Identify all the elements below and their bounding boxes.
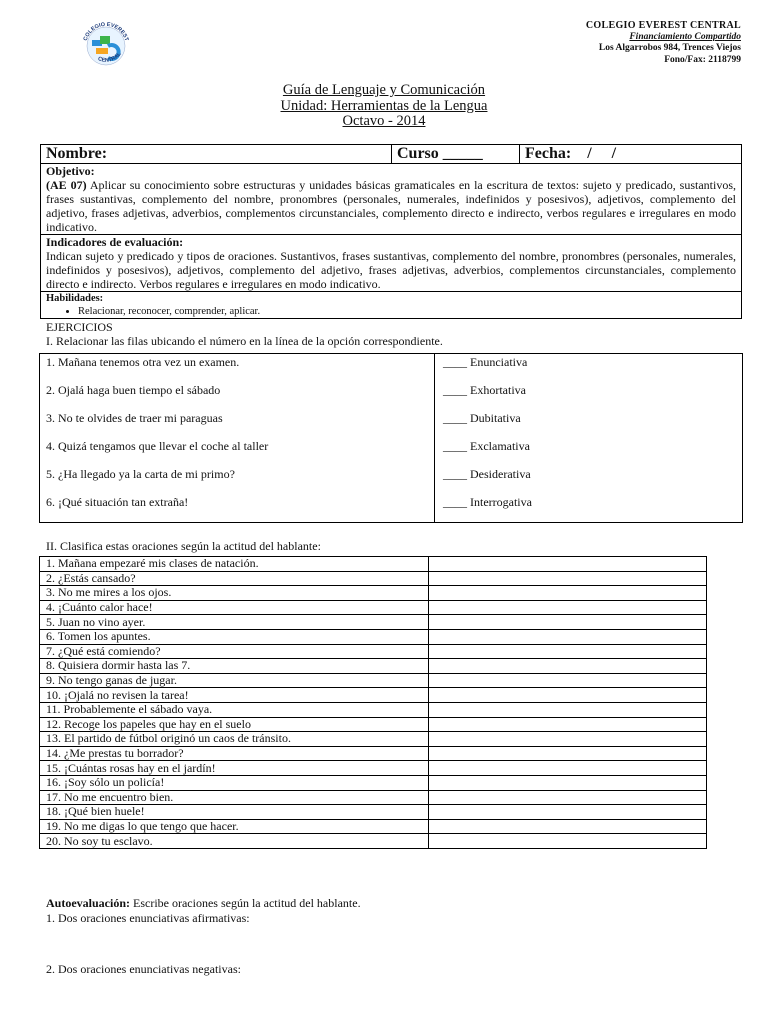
indicators-text: Indican sujeto y predicado y tipos de oraciones. Sustantivos, frases sustantivas, complemento del nombre, pronombres (personales, numerales, indefinidos y posesivos), adjetivos, complemento del adjetivo, frases adjetivas, adverbios, complementos circunstanciales, complemento directo e indirecto. Verbos regulares e irregulares en modo indicativo.: [46, 249, 736, 291]
skills-item: • Relacionar, reconocer, comprender, aplicar.: [78, 305, 736, 318]
exercises-title: EJERCICIOS: [46, 320, 113, 334]
table-row: [40, 717, 707, 732]
objective-cell: [41, 164, 742, 235]
objective-text: Aplicar su conocimiento sobre estructuras y unidades básicas gramaticales en la escritura de textos: sujeto y predicado, sustantivos, frases sustantivas, complemento del nombre, pronombres (personales, numerales, indefinidos y posesivos), adjetivos, complemento del adjetivo, frases adjetivas, adverbios, complementos circunstanciales, complemento directo e indirecto, verbos regulares e irregulares en modo indicativo.: [46, 178, 737, 234]
objective-code: (AE 07): [46, 178, 87, 192]
table-row: [40, 834, 707, 849]
answer-cell[interactable]: [429, 673, 707, 688]
section1-table: [39, 353, 743, 523]
guide-title: Guía de Lenguaje y Comunicación: [282, 82, 486, 98]
objective-label: Objetivo:: [46, 164, 95, 178]
self-eval-text: Escribe oraciones según la actitud del hablante.: [130, 896, 361, 910]
answer-cell[interactable]: [429, 586, 707, 601]
sentence-cell: 17. No me encuentro bien.: [40, 790, 429, 805]
school-name: COLEGIO EVEREST CENTRAL: [585, 20, 741, 31]
school-address: Los Algarrobos 984, Trences Viejos: [598, 43, 741, 53]
section2-title: II. Clasifica estas oraciones según la actitud del hablante:: [46, 539, 321, 553]
answer-cell[interactable]: [429, 688, 707, 703]
self-eval-q2: 2. Dos oraciones enunciativas negativas:: [46, 962, 241, 976]
table-row: [40, 571, 707, 586]
logo-text-top: COLEGIO EVEREST: [82, 21, 130, 42]
date-field[interactable]: [520, 145, 742, 164]
header-table: [40, 144, 742, 319]
sentence-cell: 11. Probablemente el sábado vaya.: [40, 702, 429, 717]
answer-cell[interactable]: [429, 600, 707, 615]
table-row: [40, 629, 707, 644]
answer-cell[interactable]: [429, 717, 707, 732]
answer-cell[interactable]: [429, 615, 707, 630]
sentence-cell: 8. Quisiera dormir hasta las 7.: [40, 659, 429, 674]
sentence-cell: 5. Juan no vino ayer.: [40, 615, 429, 630]
option-enunciativa[interactable]: ____ Enunciativa: [443, 355, 528, 369]
answer-cell[interactable]: [429, 775, 707, 790]
answer-cell[interactable]: [429, 557, 707, 572]
sentence-cell: 1. Mañana empezaré mis clases de natación.: [40, 557, 429, 572]
school-financing: Financiamiento Compartido: [629, 31, 741, 42]
sentence-cell: 9. No tengo ganas de jugar.: [40, 673, 429, 688]
section1-options: [435, 354, 743, 523]
table-row: [40, 644, 707, 659]
table-row: [40, 702, 707, 717]
table-row: [40, 659, 707, 674]
table-row: [40, 746, 707, 761]
sentence-cell: 12. Recoge los papeles que hay en el suelo: [40, 717, 429, 732]
sentence-cell: 10. ¡Ojalá no revisen la tarea!: [40, 688, 429, 703]
table-row: [40, 819, 707, 834]
table-row: [40, 688, 707, 703]
school-logo: [78, 18, 134, 74]
table-row: [40, 586, 707, 601]
skills-label: Habilidades:: [46, 293, 104, 304]
exercises-heading: [46, 320, 443, 348]
table-row: [40, 615, 707, 630]
answer-cell[interactable]: [429, 659, 707, 674]
answer-cell[interactable]: [429, 834, 707, 849]
table-row: [40, 775, 707, 790]
answer-cell[interactable]: [429, 571, 707, 586]
indicators-cell: [41, 235, 742, 292]
table-row: [40, 805, 707, 820]
sentence-cell: 13. El partido de fútbol originó un caos de tránsito.: [40, 732, 429, 747]
table-row: [40, 557, 707, 572]
school-info: [586, 20, 741, 66]
table-row: [40, 732, 707, 747]
section2-table: [39, 556, 707, 849]
sentence-cell: 14. ¿Me prestas tu borrador?: [40, 746, 429, 761]
option-exclamativa[interactable]: ____ Exclamativa: [443, 439, 530, 453]
skills-cell: [41, 292, 742, 319]
option-dubitativa[interactable]: ____ Dubitativa: [443, 411, 521, 425]
sentence-cell: 20. No soy tu esclavo.: [40, 834, 429, 849]
answer-cell[interactable]: [429, 629, 707, 644]
name-label: Nombre:: [46, 145, 108, 162]
answer-cell[interactable]: [429, 790, 707, 805]
answer-cell[interactable]: [429, 805, 707, 820]
sentence-cell: 16. ¡Soy sólo un policía!: [40, 775, 429, 790]
self-eval-label: Autoevaluación:: [46, 896, 130, 910]
indicators-label: Indicadores de evaluación:: [46, 235, 184, 249]
option-interrogativa[interactable]: ____ Interrogativa: [443, 495, 532, 509]
self-eval: [46, 896, 361, 926]
table-row: [40, 790, 707, 805]
course-label: Curso _____: [397, 145, 483, 162]
sentence-cell: 6. Tomen los apuntes.: [40, 629, 429, 644]
list-item: 3. No te olvides de traer mi paraguas: [46, 411, 223, 425]
date-label: Fecha: / /: [525, 145, 617, 162]
table-row: [40, 673, 707, 688]
answer-cell[interactable]: [429, 702, 707, 717]
unit-title: Unidad: Herramientas de la Lengua: [280, 97, 488, 114]
answer-cell[interactable]: [429, 819, 707, 834]
self-eval-q1: 1. Dos oraciones enunciativas afirmativas:: [46, 911, 250, 925]
answer-cell[interactable]: [429, 644, 707, 659]
school-phone: Fono/Fax: 2118799: [664, 54, 741, 65]
sentence-cell: 4. ¡Cuánto calor hace!: [40, 600, 429, 615]
sentence-cell: 18. ¡Qué bien huele!: [40, 805, 429, 820]
section1-items: [40, 354, 435, 523]
sentence-cell: 7. ¿Qué está comiendo?: [40, 644, 429, 659]
sentence-cell: 3. No me mires a los ojos.: [40, 586, 429, 601]
sentence-cell: 2. ¿Estás cansado?: [40, 571, 429, 586]
answer-cell[interactable]: [429, 761, 707, 776]
logo-text-bottom: CENTRAL: [96, 51, 123, 64]
table-row: [40, 761, 707, 776]
option-desiderativa[interactable]: ____ Desiderativa: [443, 467, 531, 481]
answer-cell[interactable]: [429, 732, 707, 747]
list-item: 4. Quizá tengamos que llevar el coche al taller: [46, 439, 269, 453]
sentence-cell: 19. No me digas lo que tengo que hacer.: [40, 819, 429, 834]
document-titles: [0, 83, 768, 130]
section1-title: I. Relacionar las filas ubicando el número en la línea de la opción correspondiente.: [46, 334, 443, 348]
course-field[interactable]: [392, 145, 520, 164]
list-item: 2. Ojalá haga buen tiempo el sábado: [46, 383, 221, 397]
list-item: 6. ¡Qué situación tan extraña!: [46, 495, 189, 509]
list-item: 5. ¿Ha llegado ya la carta de mi primo?: [46, 467, 235, 481]
answer-cell[interactable]: [429, 746, 707, 761]
sentence-cell: 15. ¡Cuántas rosas hay en el jardín!: [40, 761, 429, 776]
name-field[interactable]: [41, 145, 392, 164]
option-exhortativa[interactable]: ____ Exhortativa: [443, 383, 526, 397]
table-row: [40, 600, 707, 615]
list-item: 1. Mañana tenemos otra vez un examen.: [46, 355, 240, 369]
grade-title: Octavo - 2014: [342, 113, 426, 129]
